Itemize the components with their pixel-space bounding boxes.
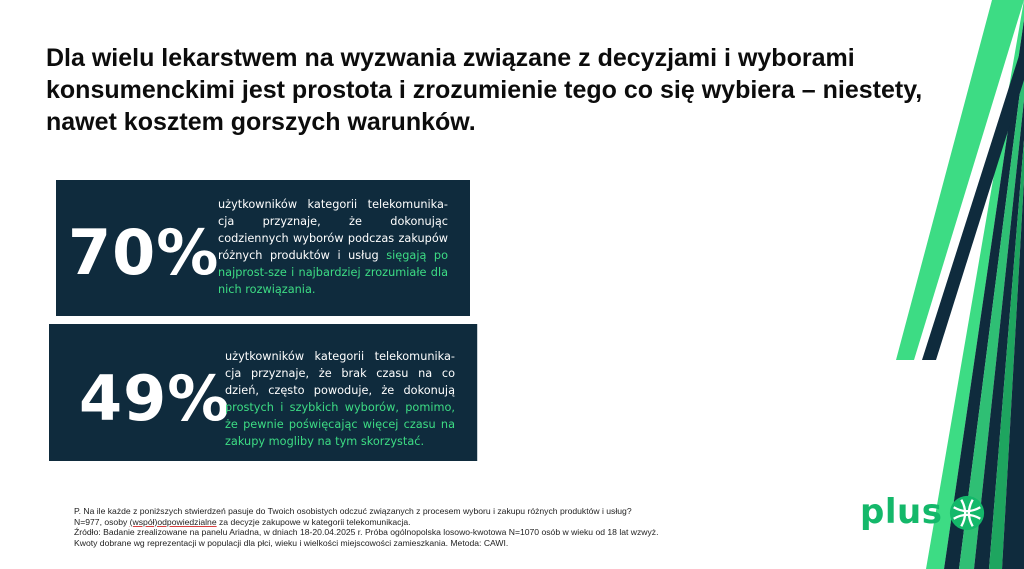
stat-text: użytkowników kategorii telekomunika-cja przyznaje, że brak czasu na co dzień, często powoduje, że dokonują [225,350,455,397]
stat-card-70 [56,180,470,316]
card-edge [477,324,491,461]
stat-value: 70% [68,216,220,289]
plus-logo [860,492,1000,538]
footnote-sample-c: za decyzje zakupowe w kategorii telekomunikacja. [216,516,411,527]
footnote-source: Źródło: Badanie zrealizowane na panelu Ariadna, w dniach 18-20.04.2025 r. Próba ogólnopolska losowo-kwotowa N=1070 osób w wieku od 18 lat wzwyż. [74,527,659,537]
footnote-question: P. Na ile każde z poniższych stwierdzeń pasuje do Twoich osobistych odczuć związanych z procesem wyboru i zakupu różnych produktów i usług? [74,506,632,516]
stat-card-49 [49,324,477,461]
logo-text: plus [860,492,943,532]
footnote-sample [74,517,714,528]
footnote-sample-a: N=977, osoby [74,516,130,527]
stat-highlight: sięgają po najprost-sze i najbardziej zrozumiałe dla nich rozwiązania. [218,249,448,296]
stat-description [218,196,448,298]
plus-logo-icon [948,494,986,532]
stat-description [225,348,455,450]
stat-value: 49% [79,362,231,435]
stat-highlight: prostych i szybkich wyborów, pomimo, że pewnie poświęcając więcej czasu na zakupy mogliby na tym skorzystać. [225,401,455,448]
footnote-sample-b: (współ)odpowiedzialne [129,516,217,527]
page-title: Dla wielu lekarstwem na wyzwania związane z decyzjami i wyborami konsumenckimi jest prostota i zrozumienie tego co się wybiera – niestety, nawet kosztem gorszych warunków. [46,44,923,136]
footnote [74,506,714,548]
stat-text: użytkowników kategorii telekomunika-cja przyznaje, że dokonując codziennych wyborów podczas zakupów różnych produktów i usług [218,198,448,262]
footnote-method: Kwoty dobrane wg reprezentacji w populacji dla płci, wieku i wielkości miejscowości zamieszkania. Metoda: CAWI. [74,537,509,548]
